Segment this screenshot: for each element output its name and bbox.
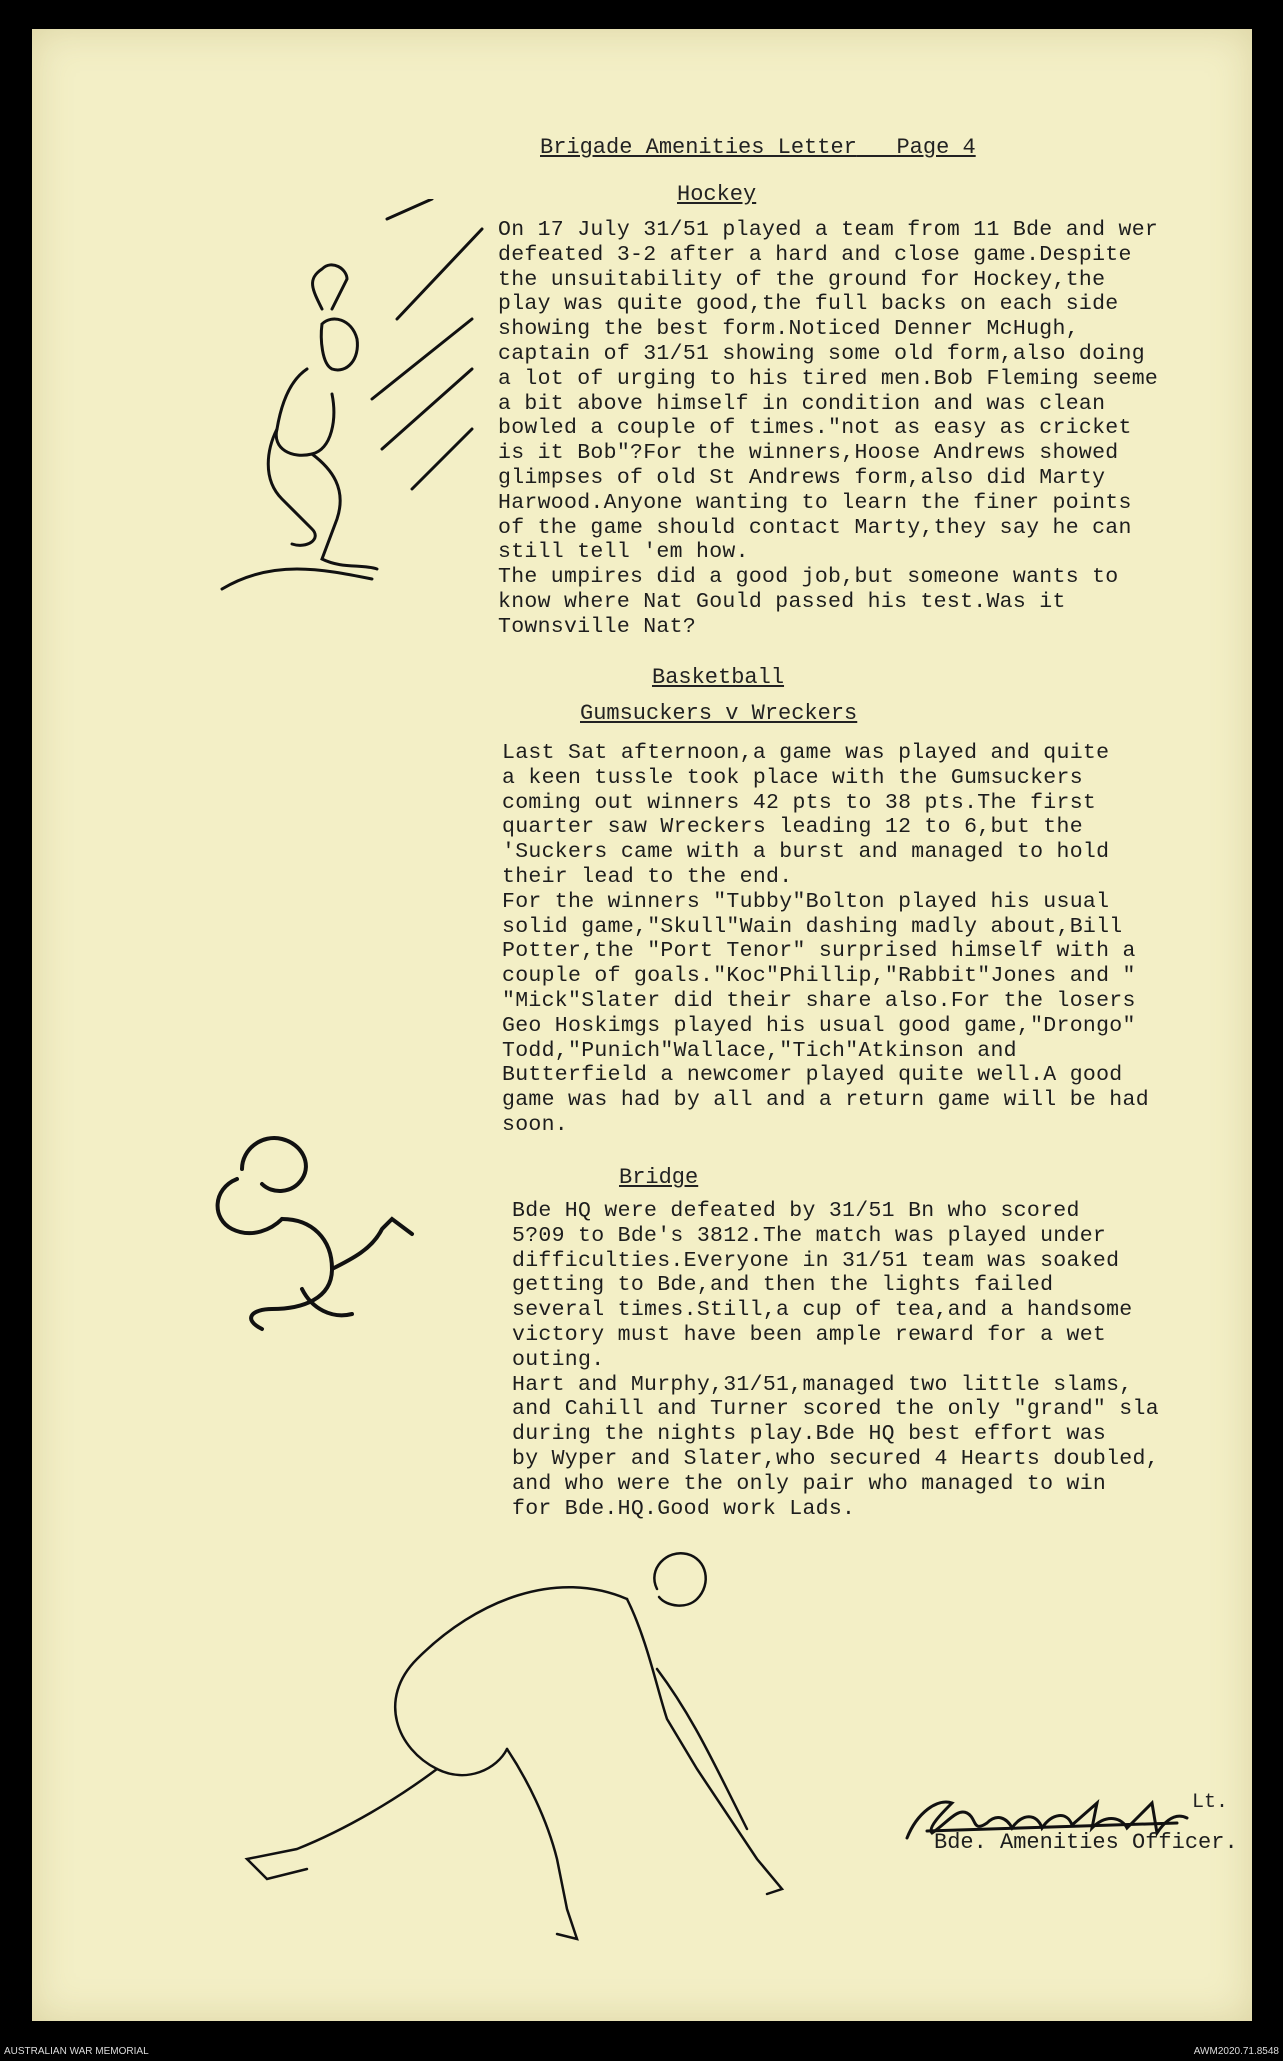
basketball-subheading: Gumsuckers v Wreckers xyxy=(580,701,858,726)
basketball-heading: Basketball xyxy=(652,665,785,690)
basketball-line: a keen tussle took place with the Gumsuckers xyxy=(502,765,1083,790)
basketball-line: their lead to the end. xyxy=(502,864,793,889)
hockey-line: On 17 July 31/51 played a team from 11 Bde and wer xyxy=(498,218,1159,242)
bridge-line: several times.Still,a cup of tea,and a handsome xyxy=(512,1298,1133,1323)
runner-sketch xyxy=(227,1529,797,1949)
hockey-player-sketch xyxy=(172,199,492,639)
hockey-line: Harwood.Anyone wanting to learn the finer points xyxy=(498,490,1132,515)
basketball-line: "Mick"Slater did their share also.For the losers xyxy=(502,988,1136,1013)
letter-page xyxy=(32,29,1252,2021)
basketball-line: game was had by all and a return game will be had xyxy=(502,1088,1149,1113)
basketball-line: Geo Hoskimgs played his usual good game,"Drongo" xyxy=(502,1013,1136,1038)
bridge-line: and Cahill and Turner scored the only "grand" sla xyxy=(512,1397,1159,1422)
bridge-line: getting to Bde,and then the lights failed xyxy=(512,1273,1054,1298)
hockey-line: still tell 'em how. xyxy=(498,540,749,565)
hockey-line: glimpses of old St Andrews form,also did Marty xyxy=(498,465,1106,490)
hockey-line: play was quite good,the full backs on each side xyxy=(498,292,1119,317)
basketball-line: couple of goals."Koc"Phillip,"Rabbit"Jones and " xyxy=(502,964,1136,989)
hockey-heading: Hockey xyxy=(677,182,757,207)
signature-rank: Lt. xyxy=(1192,1791,1229,1814)
basketball-line: Butterfield a newcomer played quite well.A good xyxy=(502,1063,1123,1088)
letter-header xyxy=(540,135,976,160)
bridge-heading: Bridge xyxy=(619,1165,699,1190)
basketball-line: Last Sat afternoon,a game was played and quite xyxy=(502,741,1110,765)
letter-title: Brigade Amenities Letter xyxy=(540,135,857,160)
hockey-line: the unsuitability of the ground for Hockey,the xyxy=(498,267,1106,292)
hockey-line: of the game should contact Marty,they say he can xyxy=(498,515,1132,540)
hockey-paragraph xyxy=(498,218,1158,640)
hockey-line: a lot of urging to his tired men.Bob Fleming seeme xyxy=(498,366,1159,391)
bridge-line: and who were the only pair who managed to win xyxy=(512,1471,1107,1496)
hockey-line: showing the best form.Noticed Denner McHugh, xyxy=(498,317,1079,342)
basketball-line: Todd,"Punich"Wallace,"Tich"Atkinson and xyxy=(502,1038,1017,1063)
hockey-line: The umpires did a good job,but someone wants to xyxy=(498,565,1119,590)
bridge-line: during the nights play.Bde HQ best effort was xyxy=(512,1422,1107,1447)
basketball-line: soon. xyxy=(502,1112,569,1137)
page-number: Page 4 xyxy=(896,135,976,160)
basketball-line: For the winners "Tubby"Bolton played his usual xyxy=(502,889,1110,914)
bridge-line: 5?09 to Bde's 3812.The match was played under xyxy=(512,1223,1107,1248)
bridge-line: for Bde.HQ.Good work Lads. xyxy=(512,1496,856,1521)
hockey-line: defeated 3-2 after a hard and close game.Despite xyxy=(498,242,1132,267)
hockey-line: bowled a couple of times."not as easy as cricket xyxy=(498,416,1132,441)
basketball-line: Potter,the "Port Tenor" surprised himself with a xyxy=(502,939,1136,964)
basketball-paragraph xyxy=(502,741,1149,1138)
hockey-line: a bit above himself in condition and was clean xyxy=(498,391,1106,416)
hockey-line: know where Nat Gould passed his test.Was it xyxy=(498,589,1066,614)
hockey-line: is it Bob"?For the winners,Hoose Andrews showed xyxy=(498,441,1119,466)
hockey-line: Townsville Nat? xyxy=(498,614,697,639)
signature-title: Bde. Amenities Officer. xyxy=(934,1830,1238,1855)
basketball-line: quarter saw Wreckers leading 12 to 6,but the xyxy=(502,815,1083,840)
bridge-paragraph xyxy=(512,1199,1159,1521)
hockey-line: captain of 31/51 showing some old form,also doing xyxy=(498,341,1145,366)
basketball-line: coming out winners 42 pts to 38 pts.The first xyxy=(502,790,1097,815)
bridge-line: by Wyper and Slater,who secured 4 Hearts doubled, xyxy=(512,1446,1159,1471)
basketball-player-sketch xyxy=(182,1109,482,1359)
bridge-line: Bde HQ were defeated by 31/51 Bn who scored xyxy=(512,1199,1080,1223)
bridge-line: outing. xyxy=(512,1347,605,1372)
bridge-line: Hart and Murphy,31/51,managed two little slams, xyxy=(512,1372,1133,1397)
basketball-line: 'Suckers came with a burst and managed to hold xyxy=(502,840,1110,865)
footer-left: AUSTRALIAN WAR MEMORIAL xyxy=(4,2046,149,2057)
footer-right: AWM2020.71.8548 xyxy=(1193,2046,1279,2057)
bridge-line: difficulties.Everyone in 31/51 team was soaked xyxy=(512,1248,1120,1273)
bridge-line: victory must have been ample reward for a wet xyxy=(512,1322,1107,1347)
basketball-line: solid game,"Skull"Wain dashing madly about,Bill xyxy=(502,914,1123,939)
